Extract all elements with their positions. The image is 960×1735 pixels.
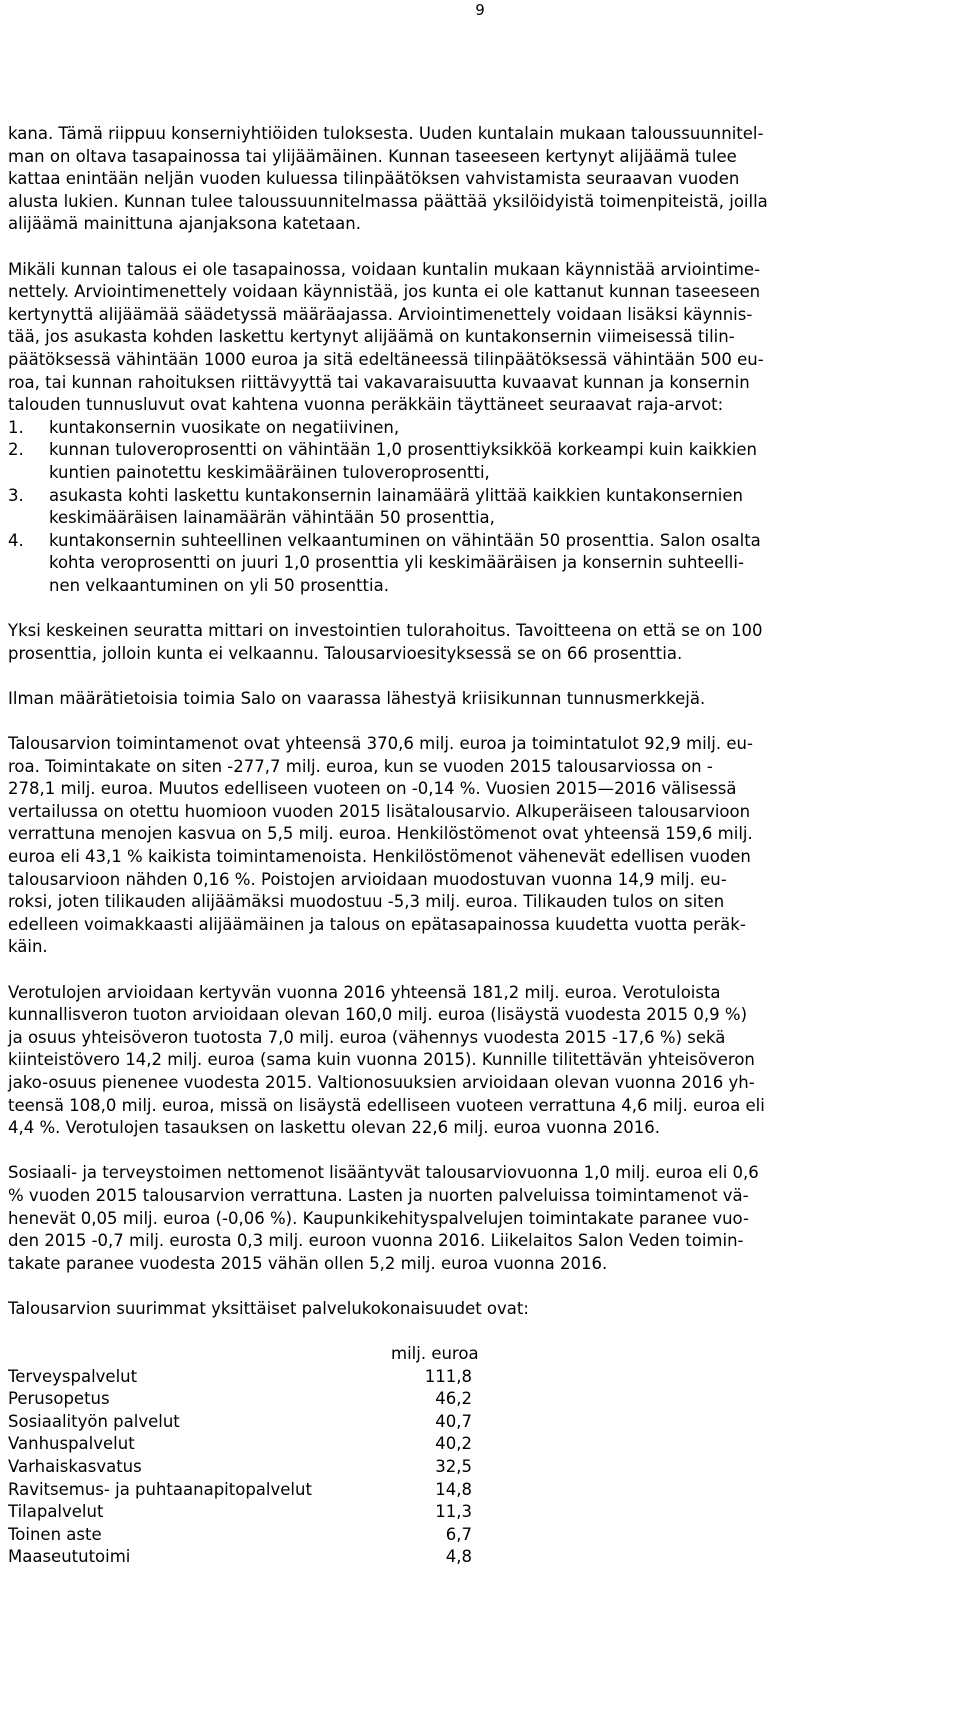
- paragraph-social-health: [8, 1162, 952, 1275]
- text-line: henevät 0,05 milj. euroa (-0,06 %). Kaupunkikehityspalvelujen toimintakate paranee vuo-: [8, 1208, 749, 1228]
- table-row: [8, 1501, 952, 1524]
- criteria-list-item: [8, 530, 952, 598]
- paragraph-crisis-warning: [8, 688, 952, 711]
- text-line: tää, jos asukasta kohden laskettu kertynyt alijäämä on kuntakonsernin viimeisessä tilin-: [8, 327, 735, 347]
- list-number: 2.: [8, 440, 24, 460]
- list-text-line: asukasta kohti laskettu kuntakonsernin lainamäärä ylittää kaikkien kuntakonsernien: [49, 485, 743, 505]
- service-name: Terveyspalvelut: [8, 1366, 138, 1386]
- table-row: [8, 1479, 952, 1502]
- text-line: Talousarvion toimintamenot ovat yhteensä 370,6 milj. euroa ja toimintatulot 92,9 milj. eu-: [8, 734, 753, 754]
- service-value: 111,8: [424, 1366, 472, 1386]
- table-header: [8, 1343, 952, 1366]
- paragraph-tax-revenue: [8, 982, 952, 1140]
- text-line: takate paranee vuodesta 2015 vähän ollen 5,2 milj. euroa vuonna 2016.: [8, 1253, 608, 1273]
- criteria-list-item: [8, 485, 952, 530]
- paragraph-deficit-rules: [8, 123, 952, 236]
- text-line: Yksi keskeinen seuratta mittari on investointien tulorahoitus. Tavoitteena on että se on 100: [8, 621, 763, 641]
- text-line: teensä 108,0 milj. euroa, missä on lisäystä edelliseen vuoteen verrattuna 4,6 milj. euroa eli: [8, 1095, 765, 1115]
- text-line: edelleen voimakkaasti alijäämäinen ja talous on epätasapainossa kuudetta vuotta peräk-: [8, 914, 746, 934]
- text-line: kattaa enintään neljän vuoden kuluessa tilinpäätöksen vahvistamista seuraavan vuoden: [8, 169, 740, 189]
- list-text-line: nen velkaantuminen on yli 50 prosenttia.: [49, 575, 389, 595]
- table-row: [8, 1546, 952, 1569]
- text-line: prosenttia, jolloin kunta ei velkaannu. Talousarvioesityksessä se on 66 prosenttia.: [8, 643, 683, 663]
- text-line: kiinteistövero 14,2 milj. euroa (sama kuin vuonna 2015). Kunnille tilitettävän yhteisöveron: [8, 1050, 755, 1070]
- service-value: 40,7: [435, 1411, 472, 1431]
- table-row: [8, 1388, 952, 1411]
- text-line: man on oltava tasapainossa tai ylijäämäinen. Kunnan taseeseen kertynyt alijäämä tulee: [8, 146, 737, 166]
- text-line: vertailussa on otettu huomioon vuoden 2015 lisätalousarvio. Alkuperäiseen talousarvioon: [8, 801, 751, 821]
- list-text-line: keskimääräisen lainamäärän vähintään 50 prosenttia,: [49, 508, 495, 528]
- text-line: jako-osuus pienenee vuodesta 2015. Valtionosuuksien arvioidaan olevan vuonna 2016 yh-: [8, 1072, 755, 1092]
- table-row: [8, 1411, 952, 1434]
- text-line: Mikäli kunnan talous ei ole tasapainossa, voidaan kuntalin mukaan käynnistää arviointime-: [8, 259, 761, 279]
- text-line: päätöksessä vähintään 1000 euroa ja sitä edeltäneessä tilinpäätöksessä vähintään 500 eu-: [8, 349, 764, 369]
- text-line: roa. Toimintakate on siten -277,7 milj. euroa, kun se vuoden 2015 talousarviossa on -: [8, 756, 713, 776]
- service-value: 40,2: [435, 1434, 472, 1454]
- text-line: käin.: [8, 937, 48, 957]
- text-line: euroa eli 43,1 % kaikista toimintamenoista. Henkilöstömenot vähenevät edellisen vuoden: [8, 847, 751, 866]
- service-name: Perusopetus: [8, 1389, 110, 1409]
- text-line: 4,4 %. Verotulojen tasauksen on laskettu olevan 22,6 milj. euroa vuonna 2016.: [8, 1118, 660, 1138]
- text-line: den 2015 -0,7 milj. eurosta 0,3 milj. euroon vuonna 2016. Liikelaitos Salon Veden toimin-: [8, 1231, 744, 1251]
- service-value: 32,5: [435, 1457, 472, 1477]
- service-name: Varhaiskasvatus: [8, 1457, 142, 1477]
- service-value: 11,3: [435, 1502, 472, 1522]
- text-line: talousarvioon nähden 0,16 %. Poistojen arvioidaan muodostuvan vuonna 14,9 milj. eu-: [8, 869, 727, 889]
- text-line: Talousarvion suurimmat yksittäiset palvelukokonaisuudet ovat:: [8, 1298, 529, 1318]
- text-line: Ilman määrätietoisia toimia Salo on vaarassa lähestyä kriisikunnan tunnusmerkkejä.: [8, 688, 706, 708]
- text-line: kunnallisveron tuoton arvioidaan olevan 160,0 milj. euroa (lisäystä vuodesta 2015 0,9 %): [8, 1005, 748, 1025]
- text-line: alusta lukien. Kunnan tulee taloussuunnitelmassa päättää yksilöidyistä toimenpiteistä, joilla: [8, 191, 768, 211]
- table-row: [8, 1366, 952, 1389]
- text-line: % vuoden 2015 talousarvion verrattuna. Lasten ja nuorten palveluissa toimintamenot vä-: [8, 1185, 749, 1205]
- list-text-line: kunnan tuloveroprosentti on vähintään 1,0 prosenttiyksikköä korkeampi kuin kaikkien: [49, 440, 757, 460]
- text-line: ja osuus yhteisöveron tuotosta 7,0 milj. euroa (vähennys vuodesta 2015 -17,6 %) sekä: [8, 1027, 726, 1047]
- text-line: nettely. Arviointimenettely voidaan käynnistää, jos kunta ei ole kattanut kunnan taseeseen: [8, 282, 761, 302]
- text-line: roksi, joten tilikauden alijäämäksi muodostuu -5,3 milj. euroa. Tilikauden tulos on siten: [8, 892, 725, 912]
- service-value: 46,2: [435, 1389, 472, 1409]
- service-name: Toinen aste: [8, 1524, 102, 1544]
- service-value: 14,8: [435, 1479, 472, 1499]
- page-number: 9: [475, 1, 485, 19]
- paragraph-assessment-procedure: [8, 259, 952, 598]
- service-value: 6,7: [445, 1524, 472, 1544]
- paragraph-table-intro: [8, 1298, 952, 1321]
- text-line: roa, tai kunnan rahoituksen riittävyyttä tai vakavaraisuutta kuvaavat kunnan ja konsernin: [8, 372, 750, 392]
- table-row: [8, 1433, 952, 1456]
- text-line: kertynyttä alijäämää säädetyssä määräajassa. Arviointimenettely voidaan lisäksi käynnis-: [8, 304, 753, 324]
- list-text-line: kohta veroprosentti on juuri 1,0 prosenttia yli keskimääräisen ja konsernin suhteelli-: [49, 553, 744, 573]
- service-name: Vanhuspalvelut: [8, 1434, 135, 1454]
- document-body: [8, 123, 952, 1569]
- list-number: 1.: [8, 417, 24, 437]
- list-number: 4.: [8, 530, 24, 550]
- text-line: Sosiaali- ja terveystoimen nettomenot lisääntyvät talousarviovuonna 1,0 milj. euroa eli 0,6: [8, 1163, 759, 1183]
- service-name: Tilapalvelut: [8, 1502, 104, 1522]
- service-name: Maaseututoimi: [8, 1547, 131, 1567]
- text-line: alijäämä mainittuna ajanjaksona katetaan.: [8, 214, 361, 234]
- list-text-line: kuntien painotettu keskimääräinen tuloveroprosentti,: [49, 462, 490, 482]
- paragraph-operating-expenses: [8, 733, 952, 959]
- table-row: [8, 1456, 952, 1479]
- criteria-list-item: [8, 439, 952, 484]
- paragraph-investment-financing: [8, 620, 952, 665]
- text-line: Verotulojen arvioidaan kertyvän vuonna 2016 yhteensä 181,2 milj. euroa. Verotuloista: [8, 982, 721, 1002]
- unit-header: milj. euroa: [391, 1344, 479, 1364]
- service-name: Ravitsemus- ja puhtaanapitopalvelut: [8, 1479, 312, 1499]
- list-text-line: kuntakonsernin vuosikate on negatiivinen,: [49, 417, 400, 437]
- services-table: [8, 1343, 952, 1569]
- table-row: [8, 1524, 952, 1547]
- service-value: 4,8: [445, 1547, 472, 1567]
- text-line: talouden tunnusluvut ovat kahtena vuonna peräkkäin täyttäneet seuraavat raja-arvot:: [8, 395, 724, 415]
- criteria-list-item: [8, 417, 952, 440]
- list-text-line: kuntakonsernin suhteellinen velkaantuminen on vähintään 50 prosenttia. Salon osalta: [49, 530, 761, 550]
- text-line: 278,1 milj. euroa. Muutos edelliseen vuoteen on -0,14 %. Vuosien 2015—2016 välisessä: [8, 779, 737, 799]
- text-line: kana. Tämä riippuu konserniyhtiöiden tuloksesta. Uuden kuntalain mukaan taloussuunnitel-: [8, 124, 764, 143]
- service-name: Sosiaalityön palvelut: [8, 1411, 180, 1431]
- list-number: 3.: [8, 485, 24, 505]
- text-line: verrattuna menojen kasvua on 5,5 milj. euroa. Henkilöstömenot ovat yhteensä 159,6 milj.: [8, 824, 753, 844]
